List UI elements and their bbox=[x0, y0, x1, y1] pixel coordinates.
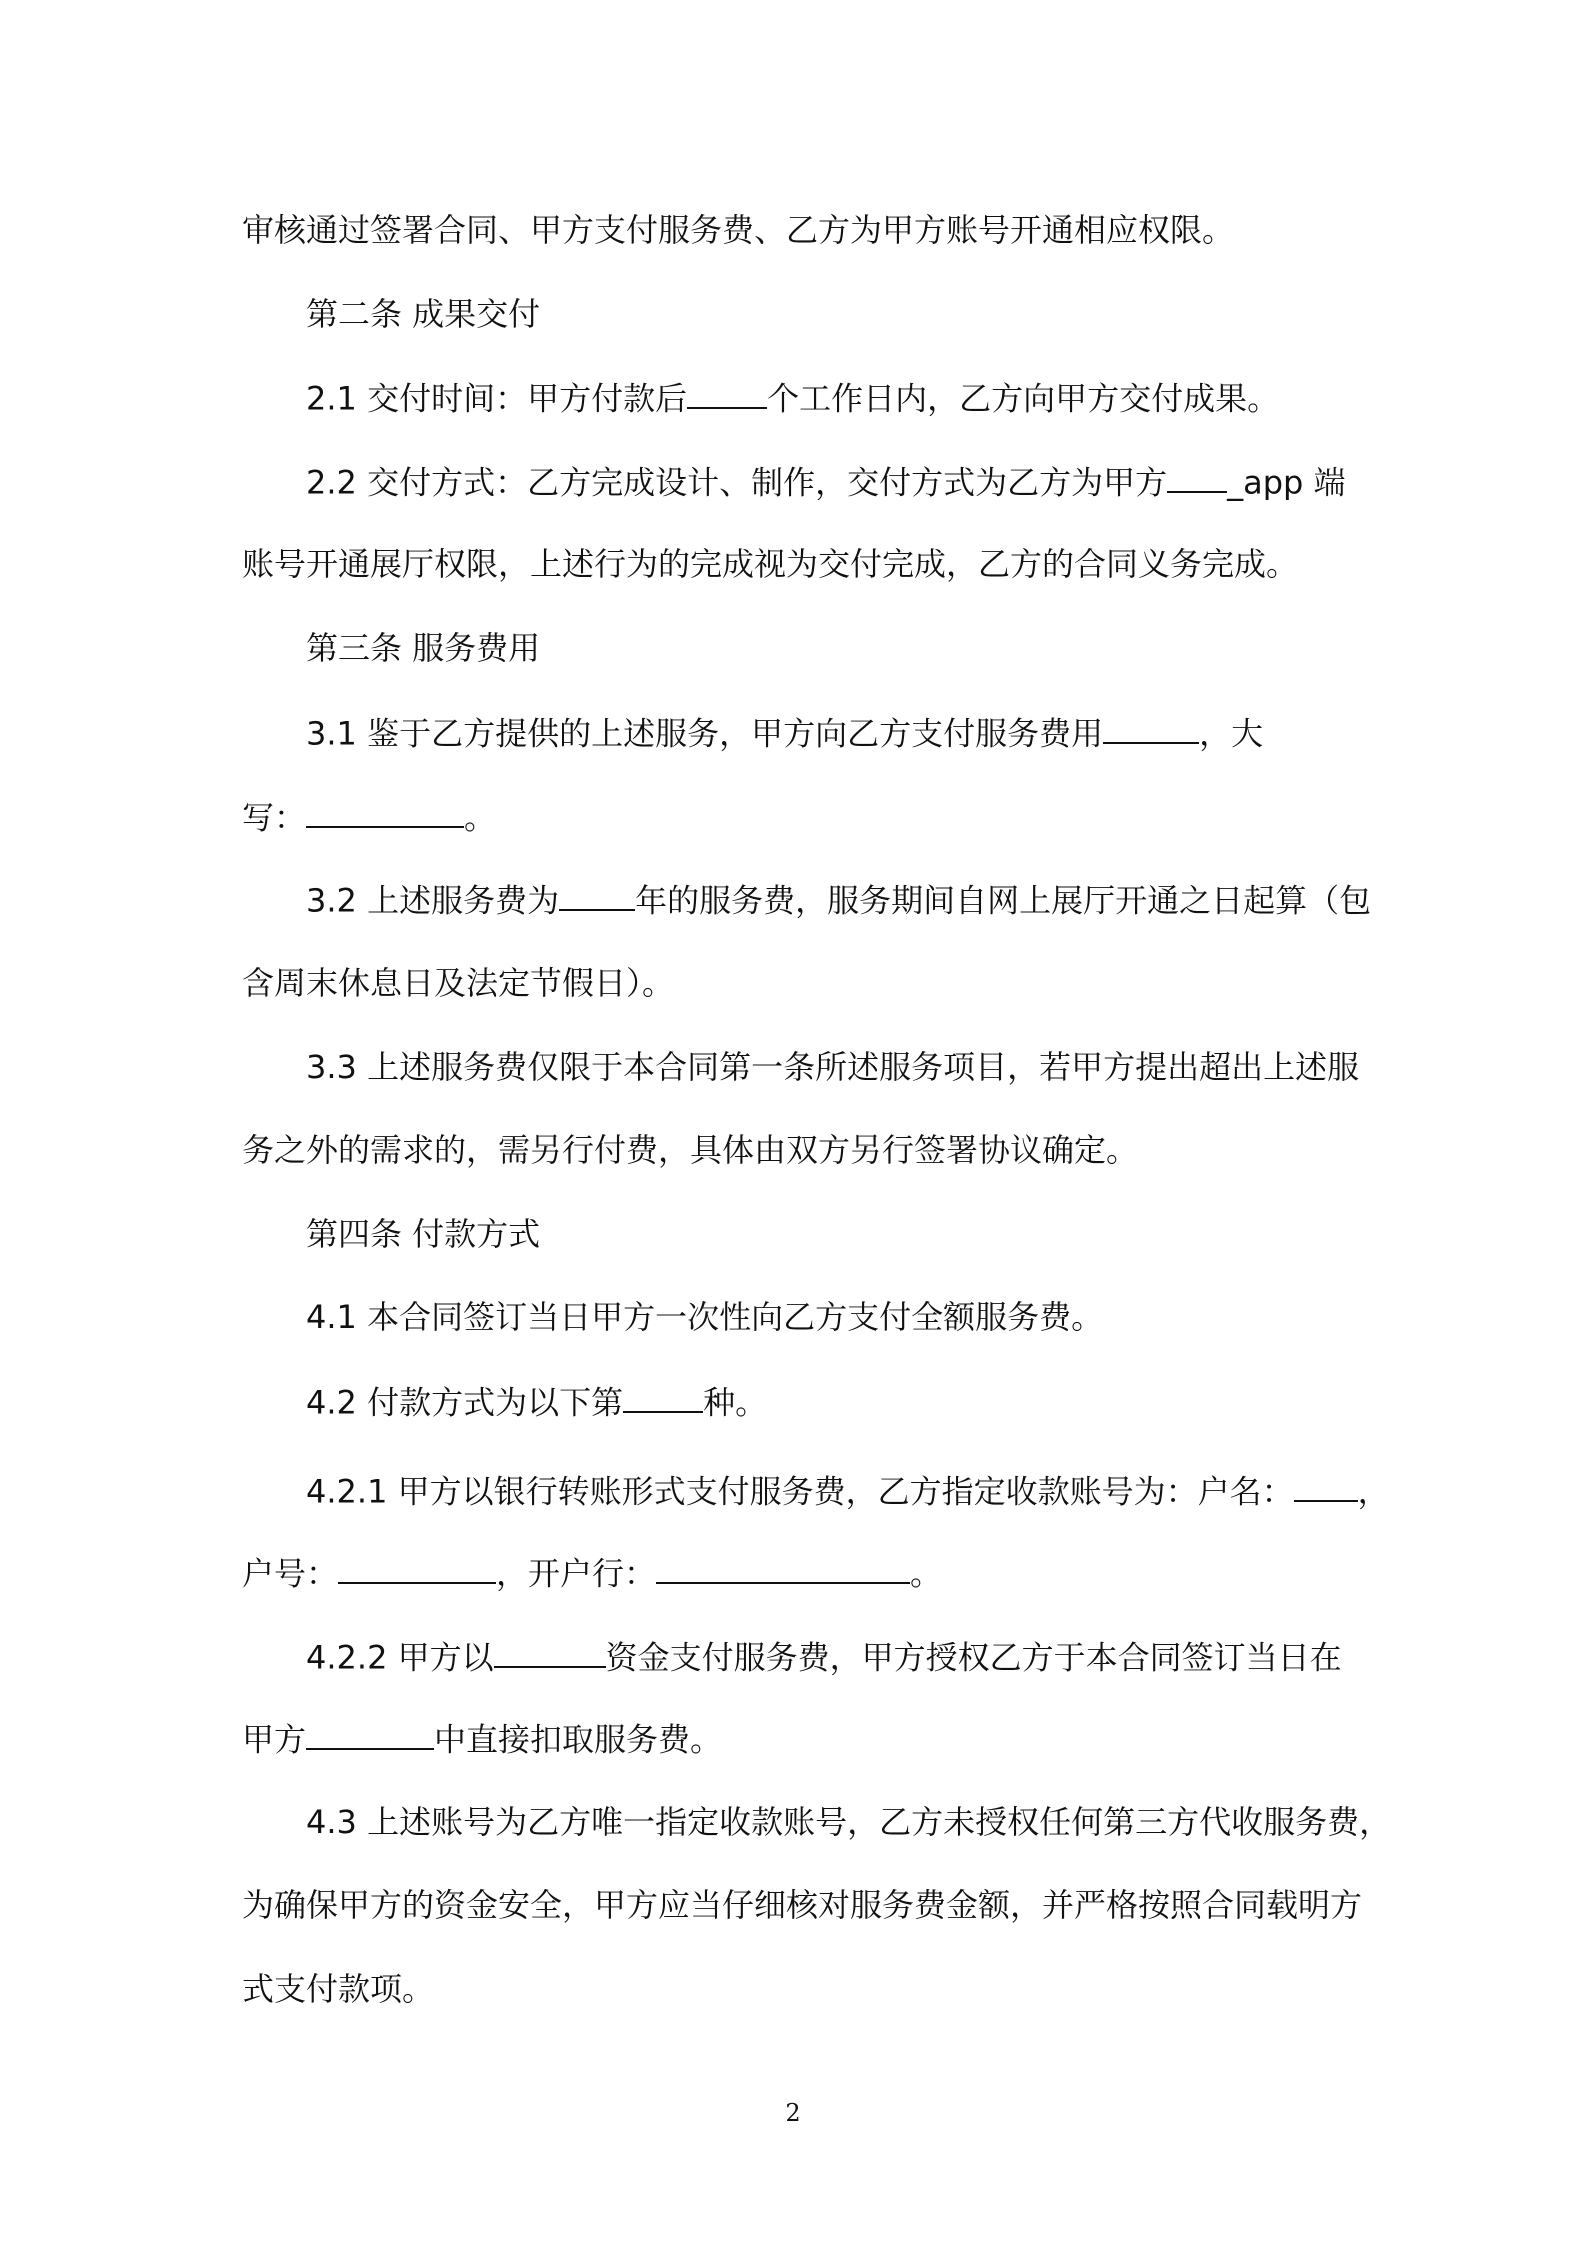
text-segment: 第三条 服务费用 bbox=[306, 629, 541, 667]
text-segment: 2.1 交付时间：甲方付款后 bbox=[306, 379, 688, 418]
page-number: 2 bbox=[785, 2099, 801, 2127]
text-segment: 写： bbox=[242, 798, 307, 837]
fill-in-blank bbox=[338, 1552, 496, 1584]
text-segment: 年的服务费，服务期间自网上展厅开通之日起算（包 bbox=[635, 881, 1372, 920]
paragraph-line bbox=[306, 712, 1263, 752]
section-heading bbox=[306, 294, 540, 334]
paragraph-line bbox=[306, 1047, 1359, 1087]
text-segment: ， bbox=[1357, 1472, 1390, 1511]
text-segment: 。 bbox=[464, 798, 497, 837]
paragraph-line bbox=[306, 377, 1279, 417]
text-segment: 审核通过签署合同、甲方支付服务费、乙方为甲方账号开通相应权限。 bbox=[242, 211, 1235, 249]
paragraph-line bbox=[242, 1885, 1362, 1925]
text-segment: 4.2 付款方式为以下第 bbox=[306, 1383, 624, 1422]
text-segment: 务之外的需求的，需另行付费，具体由双方另行签署协议确定。 bbox=[242, 1131, 1139, 1169]
paragraph-line bbox=[242, 1130, 1138, 1170]
paragraph-line bbox=[242, 544, 1298, 584]
text-segment: 个工作日内，乙方向甲方交付成果。 bbox=[767, 379, 1280, 418]
text-segment: 种。 bbox=[703, 1383, 768, 1422]
text-segment: 第二条 成果交付 bbox=[306, 295, 541, 333]
paragraph-line bbox=[242, 796, 496, 836]
text-segment: 4.2.1 甲方以银行转账形式支付服务费，乙方指定收款账号为：户名： bbox=[306, 1472, 1294, 1511]
text-segment: 。 bbox=[910, 1554, 943, 1593]
text-segment: 账号开通展厅权限，上述行为的完成视为交付完成，乙方的合同义务完成。 bbox=[242, 545, 1299, 583]
fill-in-blank bbox=[1167, 461, 1227, 493]
paragraph-line bbox=[306, 461, 1346, 501]
paragraph-line bbox=[306, 1802, 1391, 1842]
fill-in-blank bbox=[306, 1718, 434, 1750]
fill-in-blank bbox=[1294, 1470, 1358, 1502]
text-segment: 含周末休息日及法定节假日）。 bbox=[242, 964, 675, 1002]
fill-in-blank bbox=[656, 1552, 910, 1584]
text-segment: 户号： bbox=[242, 1554, 339, 1593]
paragraph-line bbox=[242, 210, 1234, 250]
paragraph-line bbox=[306, 879, 1371, 919]
text-segment: 中直接扣取服务费。 bbox=[434, 1720, 723, 1759]
text-segment: 4.1 本合同签订当日甲方一次性向乙方支付全额服务费。 bbox=[306, 1298, 1104, 1336]
text-segment: 3.3 上述服务费仅限于本合同第一条所述服务项目，若甲方提出超出上述服 bbox=[306, 1048, 1360, 1086]
paragraph-line bbox=[242, 963, 674, 1003]
fill-in-blank bbox=[559, 879, 635, 911]
text-segment: 3.2 上述服务费为 bbox=[306, 881, 560, 920]
text-segment: _app 端 bbox=[1227, 463, 1346, 502]
fill-in-blank bbox=[306, 796, 464, 828]
paragraph-line bbox=[242, 1718, 722, 1758]
text-segment: 甲方 bbox=[242, 1720, 307, 1759]
fill-in-blank bbox=[687, 377, 767, 409]
paragraph-line bbox=[242, 1969, 434, 2009]
paragraph-line bbox=[306, 1470, 1390, 1510]
paragraph-line bbox=[306, 1636, 1342, 1676]
paragraph-line bbox=[306, 1297, 1103, 1337]
text-segment: 第四条 付款方式 bbox=[306, 1215, 541, 1253]
text-segment: 资金支付服务费，甲方授权乙方于本合同签订当日在 bbox=[605, 1638, 1342, 1677]
text-segment: 2.2 交付方式：乙方完成设计、制作，交付方式为乙方为甲方 bbox=[306, 463, 1168, 502]
text-segment: ，大 bbox=[1199, 714, 1264, 753]
fill-in-blank bbox=[623, 1381, 703, 1413]
text-segment: ，开户行： bbox=[496, 1554, 657, 1593]
fill-in-blank bbox=[1103, 712, 1199, 744]
text-segment: 4.3 上述账号为乙方唯一指定收款账号，乙方未授权任何第三方代收服务费， bbox=[306, 1803, 1392, 1841]
section-heading bbox=[306, 628, 540, 668]
paragraph-line bbox=[306, 1381, 767, 1421]
text-segment: 式支付款项。 bbox=[242, 1970, 435, 2008]
fill-in-blank bbox=[494, 1636, 606, 1668]
text-segment: 3.1 鉴于乙方提供的上述服务，甲方向乙方支付服务费用 bbox=[306, 714, 1104, 753]
text-segment: 4.2.2 甲方以 bbox=[306, 1638, 494, 1677]
paragraph-line bbox=[242, 1552, 942, 1592]
text-segment: 为确保甲方的资金安全，甲方应当仔细核对服务费金额，并严格按照合同载明方 bbox=[242, 1886, 1363, 1924]
section-heading bbox=[306, 1214, 540, 1254]
